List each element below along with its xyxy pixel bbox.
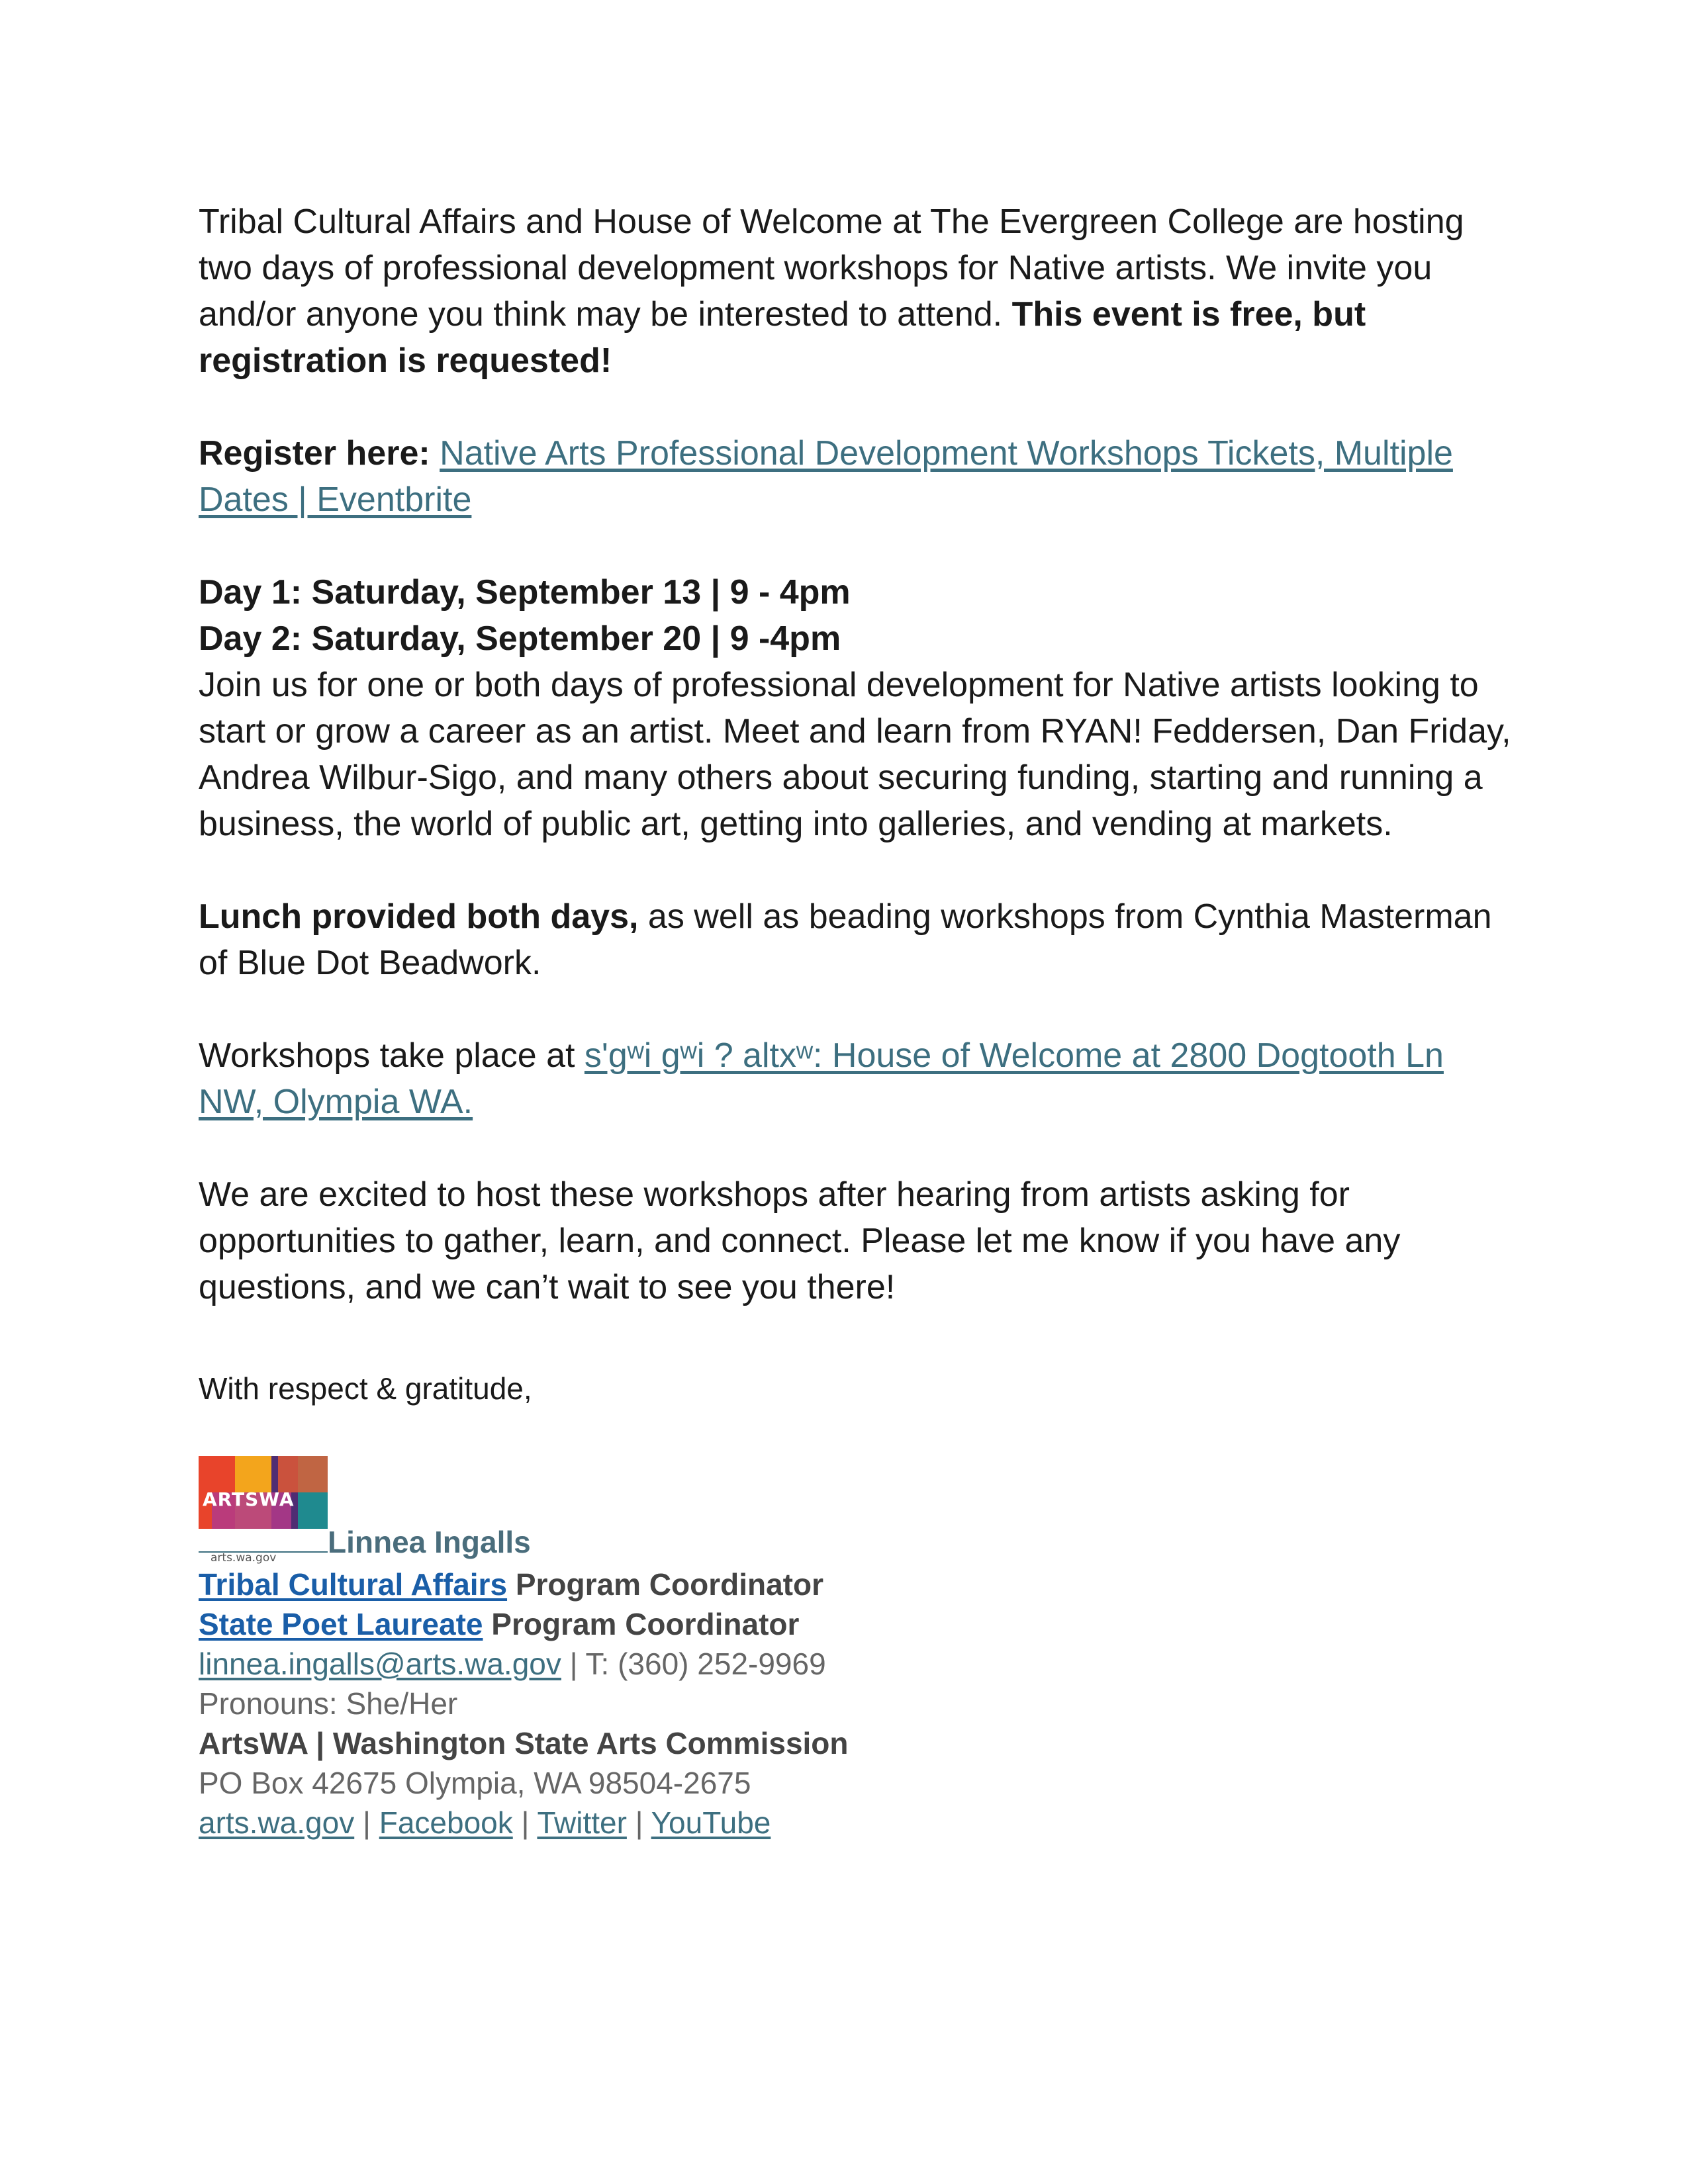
role1-line	[199, 1565, 1516, 1604]
facebook-link[interactable]: Facebook	[379, 1805, 513, 1840]
organization: ArtsWA | Washington State Arts Commission	[199, 1726, 849, 1760]
lunch-text: as well as beading workshops from Cynthia Masterman of Blue Dot Beadwork.	[199, 897, 1492, 982]
email-link[interactable]: linnea.ingalls@arts.wa.gov	[199, 1647, 561, 1681]
eventbrite-link[interactable]: Native Arts Professional Development Workshops Tickets, Multiple Dates | Eventbrite	[199, 434, 1453, 519]
social-links	[199, 1803, 1516, 1843]
lunch-paragraph	[199, 893, 1516, 986]
tribal-cultural-affairs-link[interactable]: Tribal Cultural Affairs	[199, 1567, 508, 1602]
state-poet-laureate-link[interactable]: State Poet Laureate	[199, 1607, 483, 1641]
intro-text: Tribal Cultural Affairs and House of Welcome at The Evergreen College are hosting two days of professional development workshops for Native artists. We invite you and/or anyone you think may be interested to attend.	[199, 203, 1464, 334]
website-link[interactable]: arts.wa.gov	[199, 1805, 355, 1840]
closing-paragraph: We are excited to host these workshops after hearing from artists asking for opportunities to gather, learn, and connect. Please let me know if you have any questions, and we can’t wait to see you there!	[199, 1175, 1401, 1306]
pronouns: Pronouns: She/Her	[199, 1686, 458, 1721]
link-separator: |	[626, 1805, 651, 1840]
logo-banner	[199, 1456, 328, 1529]
role2-line	[199, 1604, 1516, 1644]
phone-number: | T: (360) 252-9969	[561, 1647, 826, 1681]
signature-name-row	[199, 1522, 531, 1562]
youtube-link[interactable]: YouTube	[651, 1805, 771, 1840]
message-content	[199, 199, 1516, 1310]
register-paragraph	[199, 430, 1516, 523]
signature-name: Linnea Ingalls	[328, 1525, 531, 1559]
email-signature	[199, 1456, 1516, 1843]
days-description: Join us for one or both days of professional development for Native artists looking to start or grow a career as an artist. Meet and learn from RYAN! Feddersen, Dan Friday, Andrea Wilbur-Sigo, and many others about securing funding, starting and running a business, the world of public art, getting into galleries, and vending at markets.	[199, 666, 1511, 843]
signoff: With respect & gratitude,	[199, 1371, 532, 1406]
location-link[interactable]: s'gʷi gʷi ? altxʷ: House of Welcome at 2800 Dogtooth Ln NW, Olympia WA.	[199, 1036, 1444, 1121]
twitter-link[interactable]: Twitter	[537, 1805, 627, 1840]
link-separator: |	[512, 1805, 538, 1840]
logo-wordmark: ARTSWA	[203, 1488, 295, 1510]
signature-underline	[199, 1551, 328, 1553]
mailing-address: PO Box 42675 Olympia, WA 98504-2675	[199, 1766, 751, 1800]
role1-title: Program Coordinator	[507, 1567, 823, 1602]
intro-bold-note: This event is free, but registration is requested!	[199, 295, 1366, 380]
logo-url: arts.wa.gov	[211, 1551, 277, 1565]
contact-line	[199, 1644, 1516, 1684]
location-text: Workshops take place at	[199, 1036, 585, 1075]
day2-line: Day 2: Saturday, September 20 | 9 -4pm	[199, 619, 841, 658]
lunch-bold: Lunch provided both days,	[199, 897, 639, 936]
role2-title: Program Coordinator	[483, 1607, 800, 1641]
intro-paragraph	[199, 199, 1516, 384]
register-label: Register here:	[199, 434, 430, 473]
email-body	[199, 199, 1516, 1843]
signature-logo-row	[199, 1456, 1516, 1565]
link-separator: |	[354, 1805, 379, 1840]
day1-line: Day 1: Saturday, September 13 | 9 - 4pm	[199, 573, 851, 612]
location-paragraph	[199, 1032, 1516, 1125]
